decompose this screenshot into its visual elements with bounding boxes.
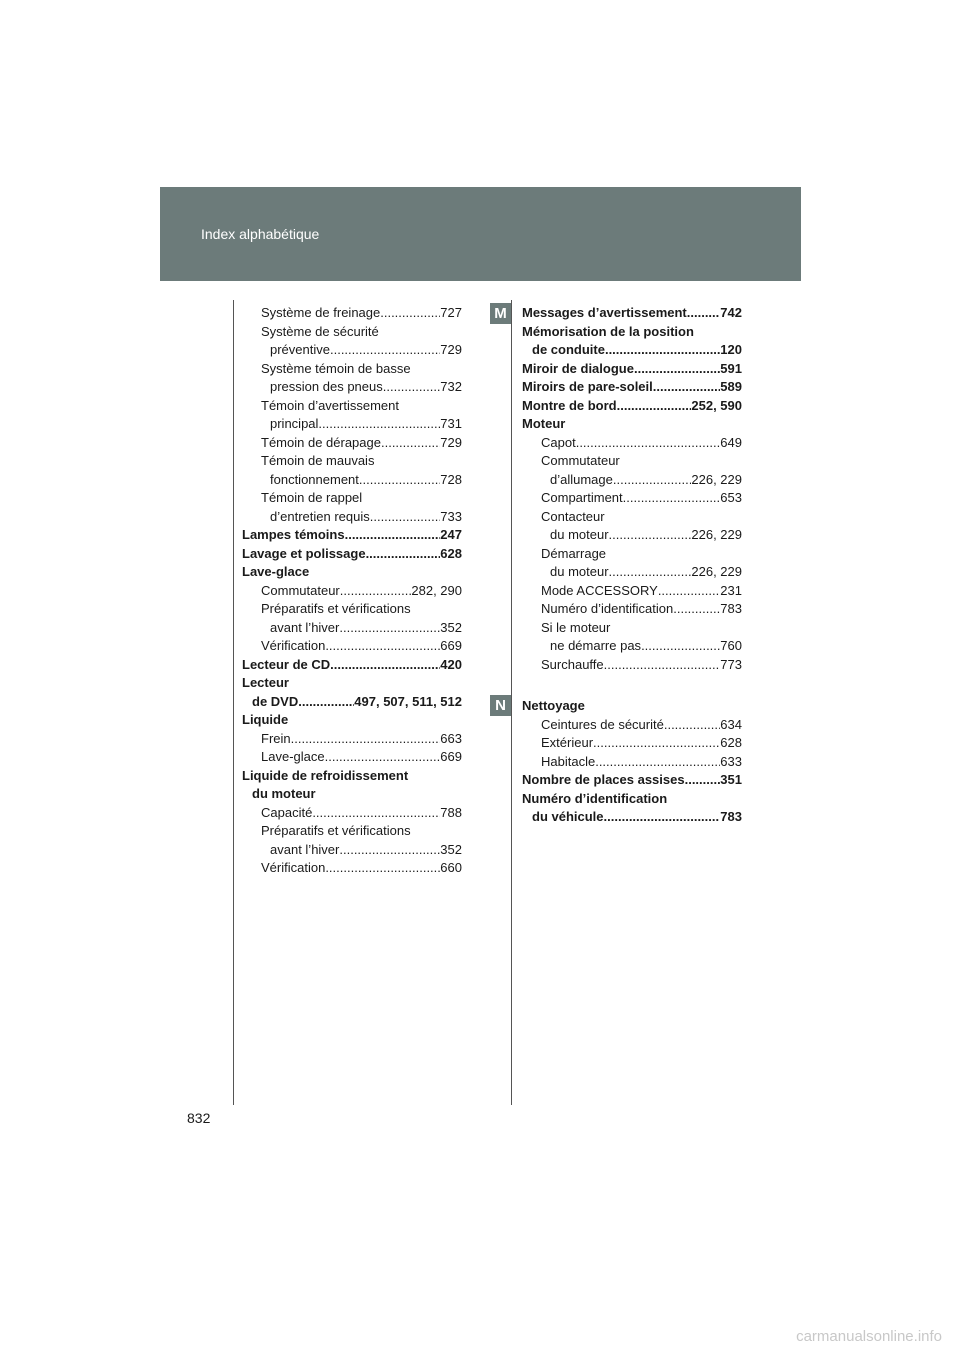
dot-leader (623, 489, 721, 508)
entry-page-ref: 420 (440, 656, 462, 672)
index-column-right-n (522, 697, 742, 827)
entry-page-ref: 773 (720, 656, 742, 672)
section-letter-m: M (490, 303, 511, 324)
entry-page-ref: 783 (720, 601, 742, 616)
index-entry (522, 753, 742, 772)
index-entry (242, 434, 462, 453)
index-entry (242, 378, 462, 397)
entry-label: du moteur (550, 527, 609, 542)
entry-label: Extérieur (541, 735, 594, 750)
entry-page-ref: 591 (720, 360, 742, 376)
entry-page-ref: 660 (440, 860, 462, 875)
entry-page-ref: 669 (440, 749, 462, 764)
dot-leader (339, 619, 440, 638)
index-entry: Lave-glace (242, 564, 310, 579)
index-entry: Numéro d’identification (522, 790, 668, 806)
index-entry (242, 415, 462, 434)
header-title: Index alphabétique (201, 226, 320, 242)
entry-page-ref: 732 (440, 379, 462, 394)
page-header (160, 187, 801, 281)
entry-page-ref: 589 (720, 379, 742, 394)
entry-label: Compartiment (541, 490, 623, 505)
entry-page-ref: 649 (720, 434, 742, 450)
entry-label: Messages d’avertissement (522, 305, 687, 320)
entry-label: Lavage et polissage (242, 545, 366, 561)
entry-label: d’entretien requis (270, 508, 370, 524)
index-column-right-m (522, 304, 742, 674)
entry-page-ref: 788 (440, 804, 462, 820)
index-entry (242, 637, 462, 656)
dot-leader (641, 637, 720, 656)
index-entry (522, 489, 742, 508)
dot-leader (685, 771, 721, 790)
entry-page-ref: 352 (440, 619, 462, 635)
entry-label: de conduite (532, 342, 605, 357)
entry-page-ref: 634 (720, 716, 742, 732)
entry-page-ref: 760 (720, 638, 742, 653)
index-entry (522, 434, 742, 453)
index-entry (522, 360, 742, 379)
dot-leader (604, 656, 721, 675)
index-entry (242, 619, 462, 638)
entry-label: Nombre de places assises (522, 772, 685, 787)
dot-leader (339, 841, 440, 860)
entry-page-ref: 226, 229 (691, 564, 742, 579)
index-entry (522, 582, 742, 601)
entry-label: Numéro d’identification (541, 601, 674, 616)
index-entry (522, 808, 742, 827)
entry-label: Témoin de dérapage (261, 434, 381, 450)
entry-label: avant l’hiver (270, 841, 340, 857)
dot-leader (593, 734, 720, 753)
index-entry (242, 748, 462, 767)
entry-label: Lave-glace (261, 749, 325, 764)
entry-label: Vérification (261, 860, 326, 875)
dot-leader (381, 434, 440, 453)
entry-page-ref: 497, 507, 511, 512 (354, 693, 462, 709)
entry-label: Montre de bord (522, 397, 617, 413)
index-entry: Si le moteur (541, 619, 611, 635)
entry-label: Mode ACCESSORY (541, 582, 658, 598)
entry-page-ref: 728 (440, 471, 462, 487)
column-divider-middle (511, 300, 512, 1105)
entry-label: préventive (270, 342, 330, 357)
dot-leader (380, 304, 440, 323)
entry-page-ref: 282, 290 (411, 582, 462, 598)
index-entry: du moteur (252, 786, 316, 801)
index-entry: Système de sécurité (261, 323, 379, 339)
entry-page-ref: 628 (720, 735, 742, 750)
dot-leader (312, 804, 440, 823)
entry-label: Frein (261, 730, 291, 746)
entry-page-ref: 733 (440, 508, 462, 524)
index-entry: Témoin d’avertissement (261, 397, 399, 413)
index-entry (522, 716, 742, 735)
index-entry: Témoin de mauvais (261, 453, 375, 468)
index-entry: Mémorisation de la position (522, 323, 694, 339)
index-entry: Nettoyage (522, 698, 585, 713)
entry-page-ref: 783 (720, 809, 742, 824)
entry-page-ref: 252, 590 (691, 397, 742, 413)
dot-leader (664, 716, 720, 735)
dot-leader (318, 415, 440, 434)
entry-label: Miroir de dialogue (522, 360, 634, 376)
entry-page-ref: 729 (440, 342, 462, 357)
dot-leader (617, 397, 692, 416)
entry-label: principal (270, 416, 319, 431)
entry-label: du moteur (550, 564, 609, 579)
dot-leader (298, 693, 354, 712)
entry-label: Surchauffe (541, 656, 604, 672)
dot-leader (595, 753, 720, 772)
index-entry: Préparatifs et vérifications (261, 823, 411, 838)
index-entry (242, 804, 462, 823)
entry-page-ref: 663 (440, 730, 462, 746)
dot-leader (609, 526, 692, 545)
entry-page-ref: 231 (720, 582, 742, 598)
entry-page-ref: 727 (440, 305, 462, 320)
entry-page-ref: 120 (720, 342, 742, 357)
dot-leader (325, 859, 440, 878)
index-entry (242, 471, 462, 490)
dot-leader (658, 582, 720, 601)
index-entry: Système témoin de basse (261, 360, 411, 376)
dot-leader (370, 508, 441, 527)
index-entry: Démarrage (541, 545, 607, 561)
index-column-left (242, 304, 462, 878)
entry-label: Commutateur (261, 582, 340, 598)
entry-label: de DVD (252, 693, 299, 709)
index-entry (242, 730, 462, 749)
dot-leader (325, 637, 440, 656)
dot-leader (359, 471, 440, 490)
section-letter-n: N (490, 695, 511, 716)
index-entry: Liquide de refroidissement (242, 767, 409, 783)
entry-label: Lampes témoins (242, 527, 345, 542)
dot-leader (330, 656, 440, 675)
dot-leader (576, 434, 721, 453)
index-entry: Préparatifs et vérifications (261, 601, 411, 616)
index-entry (522, 637, 742, 656)
dot-leader (383, 378, 441, 397)
entry-label: Miroirs de pare-soleil (522, 379, 653, 394)
dot-leader (687, 304, 721, 323)
dot-leader (330, 341, 440, 360)
entry-page-ref: 352 (440, 841, 462, 857)
dot-leader (340, 582, 412, 601)
dot-leader (325, 748, 441, 767)
index-entry (522, 526, 742, 545)
index-entry (242, 859, 462, 878)
index-entry (522, 397, 742, 416)
index-entry (522, 656, 742, 675)
index-entry (522, 563, 742, 582)
entry-page-ref: 742 (720, 305, 742, 320)
index-entry (242, 656, 462, 675)
index-entry: Témoin de rappel (261, 490, 363, 505)
dot-leader (634, 360, 720, 379)
entry-label: ne démarre pas (550, 638, 642, 653)
index-entry (242, 526, 462, 545)
index-entry (242, 693, 462, 712)
dot-leader (604, 808, 721, 827)
entry-label: Ceintures de sécurité (541, 716, 664, 732)
entry-page-ref: 247 (440, 527, 462, 542)
dot-leader (605, 341, 720, 360)
entry-page-ref: 628 (440, 545, 462, 561)
index-entry (242, 341, 462, 360)
entry-label: du véhicule (532, 809, 604, 824)
index-entry: Contacteur (541, 508, 605, 524)
index-entry (242, 304, 462, 323)
dot-leader (673, 600, 720, 619)
dot-leader (653, 378, 721, 397)
entry-page-ref: 731 (440, 416, 462, 431)
index-entry (522, 600, 742, 619)
entry-page-ref: 653 (720, 490, 742, 505)
index-entry (242, 582, 462, 601)
index-entry: Commutateur (541, 453, 620, 468)
index-entry (242, 508, 462, 527)
index-entry (522, 341, 742, 360)
index-entry: Liquide (242, 712, 289, 727)
dot-leader (366, 545, 441, 564)
watermark: carmanualsonline.info (796, 1328, 942, 1345)
dot-leader (613, 471, 692, 490)
entry-label: Lecteur de CD (242, 656, 331, 672)
index-entry (242, 545, 462, 564)
entry-label: Système de freinage (261, 305, 381, 320)
column-divider-left (233, 300, 234, 1105)
entry-page-ref: 633 (720, 753, 742, 769)
entry-label: Habitacle (541, 753, 596, 769)
index-entry (522, 734, 742, 753)
entry-page-ref: 729 (440, 434, 462, 450)
entry-label: avant l’hiver (270, 619, 340, 635)
index-entry (522, 471, 742, 490)
entry-label: Capacité (261, 804, 313, 820)
entry-page-ref: 669 (440, 638, 462, 653)
entry-label: Capot (541, 434, 576, 450)
page-number: 832 (187, 1110, 211, 1126)
index-entry (242, 841, 462, 860)
index-entry (522, 378, 742, 397)
index-entry (522, 771, 742, 790)
entry-label: d’allumage (550, 471, 613, 487)
dot-leader (291, 730, 441, 749)
dot-leader (345, 526, 441, 545)
dot-leader (609, 563, 692, 582)
entry-label: Vérification (261, 638, 326, 653)
index-entry: Moteur (522, 416, 566, 431)
index-entry: Lecteur (242, 675, 289, 690)
entry-page-ref: 351 (720, 772, 742, 787)
index-entry (522, 304, 742, 323)
entry-page-ref: 226, 229 (691, 471, 742, 487)
entry-label: pression des pneus (270, 379, 383, 394)
entry-label: fonctionnement (270, 471, 359, 487)
entry-page-ref: 226, 229 (691, 527, 742, 542)
